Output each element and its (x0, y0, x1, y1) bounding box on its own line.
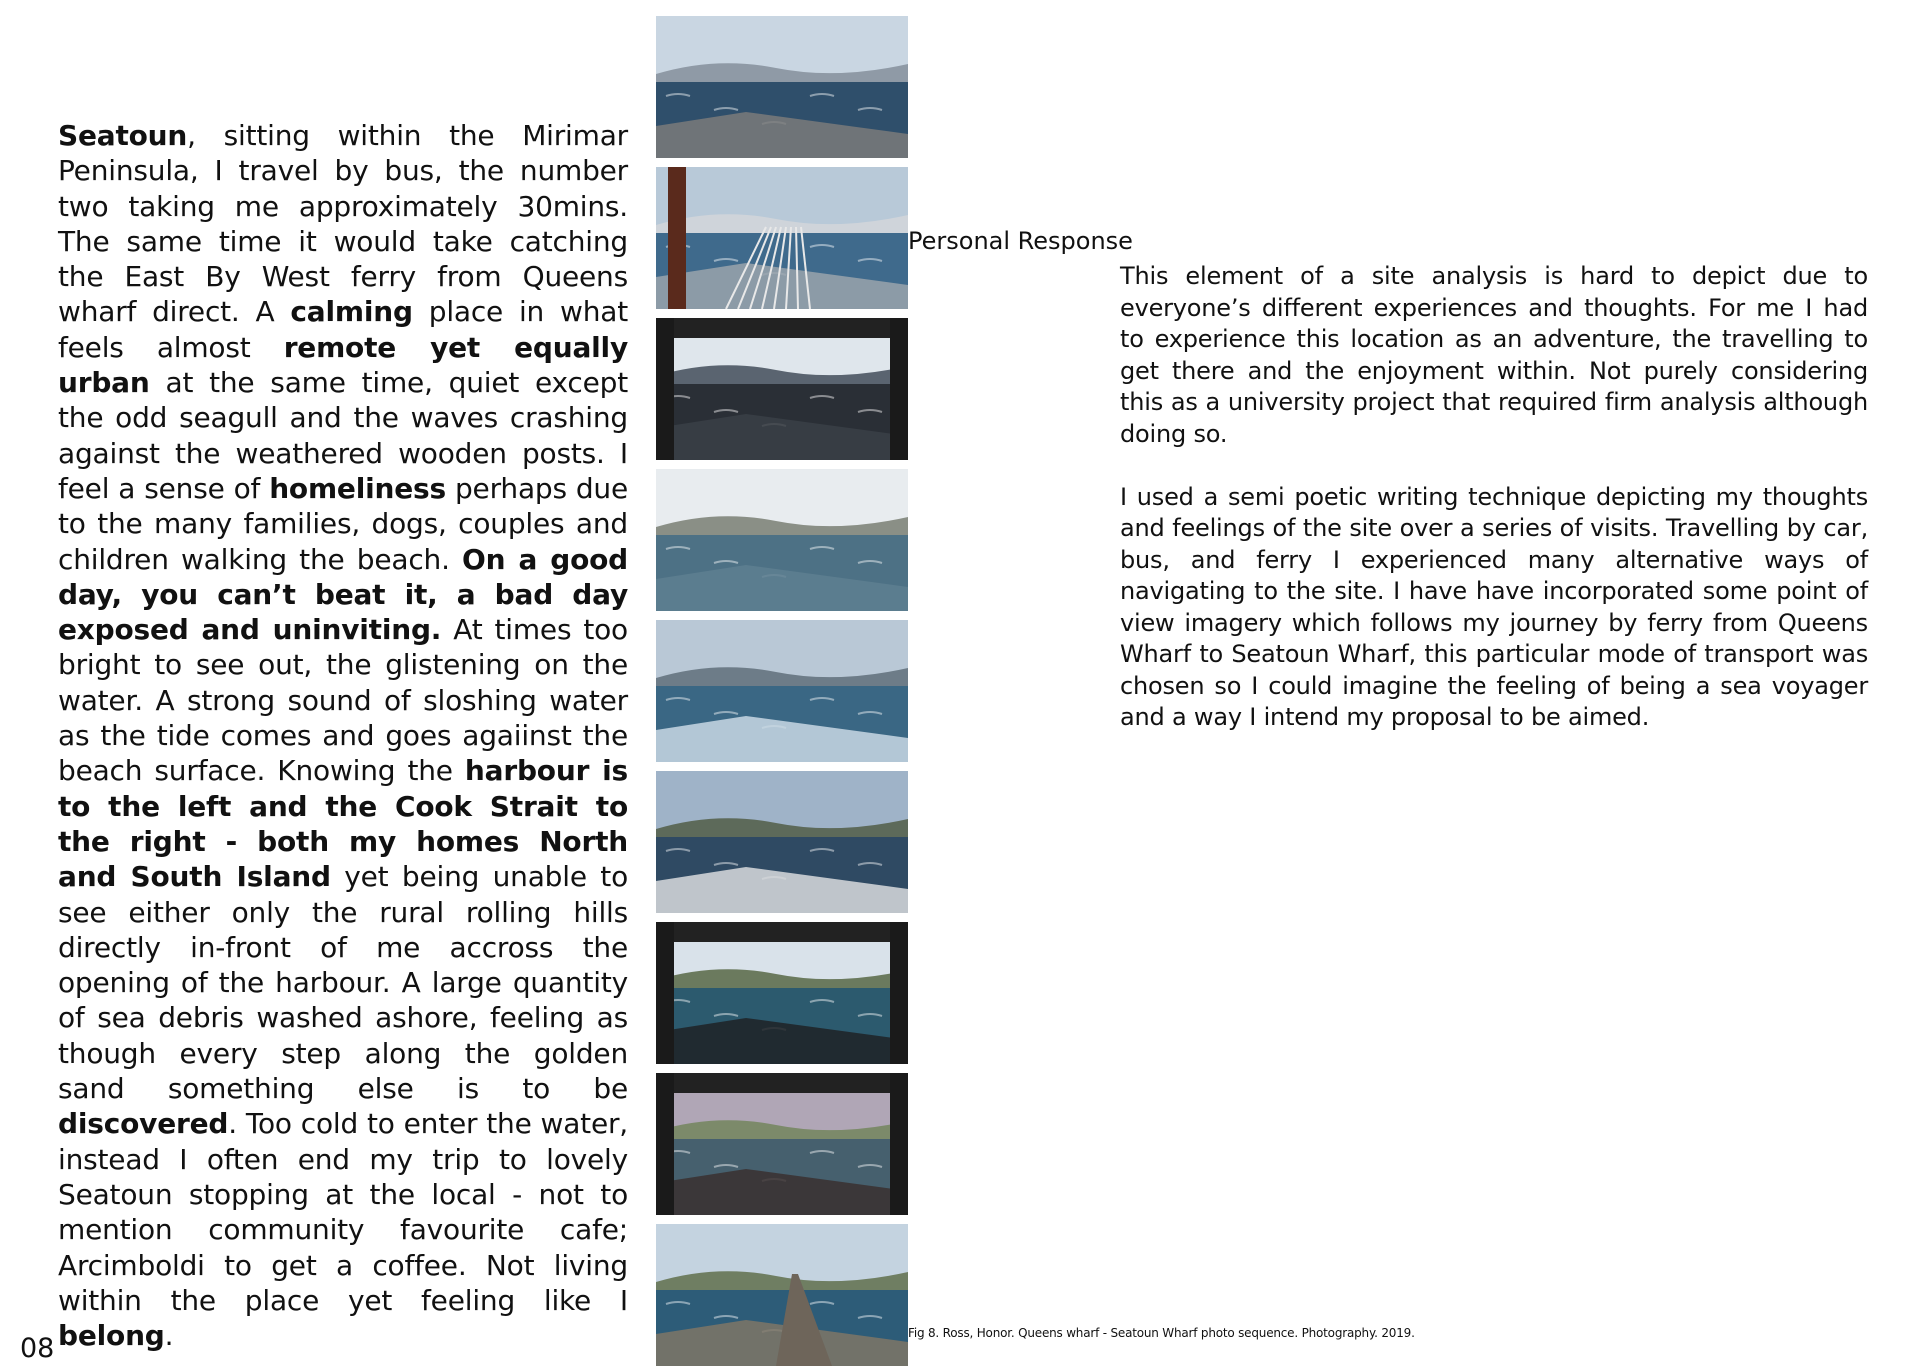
emphasis-seatoun: Seatoun (58, 119, 188, 152)
poem-text: place in what feels almost (58, 295, 628, 364)
poem-text: at the same time, quiet except the odd seagull and the waves crashing against the weathered wooden posts. I feel a sense of (58, 366, 628, 505)
emphasis-remote-urban: remote yet equally urban (58, 330, 628, 400)
poem-text: perhaps due to the many families, dogs, couples and children walking the beach. (58, 471, 628, 576)
harbour-wake-photo (656, 469, 908, 611)
cabin-window-photo (656, 922, 908, 1064)
emphasis-discovered: discovered (58, 1107, 229, 1141)
page-number: 08 (20, 1333, 55, 1364)
personal-response-body (1120, 261, 1868, 765)
poem-text: yet being unable to see either only the rural rolling hills directly in-front of me accross the opening of the harbour. A large quantity of sea debris washed ashore, feeling as though every step along the golden sand something else is to be (58, 860, 628, 1106)
personal-response-title: Personal Response (908, 227, 1133, 255)
poem-text: , sitting within the Mirimar Peninsula, I travel by bus, the number two taking me approximately 30mins. The same time it would take catching the East By West ferry from Queens wharf direct. A (58, 119, 628, 329)
emphasis-good-day: On a good day, you can’t beat it, a bad day exposed and uninviting. (58, 542, 628, 647)
ferry-cabin-photo (656, 318, 908, 460)
emphasis-harbour: harbour is to the left and the Cook Strait to the right - both my homes North and South Island (58, 754, 629, 894)
stern-wake-photo (656, 620, 908, 762)
emphasis-calming: calming (290, 295, 413, 329)
seatoun-pier-photo (656, 1224, 908, 1366)
emphasis-belong: belong (58, 1319, 165, 1353)
personal-response-paragraph-1: This element of a site analysis is hard to depict due to everyone’s different experiences and thoughts. For me I had to experience this location as an adventure, the travelling to get there and the enjoyment within. Not purely considering this as a university project that required firm analysis although doing so. (1120, 262, 1868, 448)
poem-text: . (164, 1319, 174, 1353)
seatoun-poem-paragraph (58, 118, 628, 1353)
no-smoking-deck-photo (656, 771, 908, 913)
emphasis-homeliness: homeliness (269, 471, 446, 505)
figure-caption: Fig 8. Ross, Honor. Queens wharf - Seatoun Wharf photo sequence. Photography. 2019. (908, 1326, 1415, 1340)
wharf-photo (656, 16, 908, 158)
personal-response-paragraph-2: I used a semi poetic writing technique depicting my thoughts and feelings of the site over a series of visits. Travelling by car, bus, and ferry I experienced many alternative ways of navigating to the site. I have have incorporated some point of view imagery which follows my journey by ferry from Queens Wharf to Seatoun Wharf, this particular mode of transport was chosen so I could imagine the feeling of being a sea voyager and a way I intend my proposal to be aimed. (1120, 482, 1868, 731)
gangway-photo (656, 167, 908, 309)
poem-text: At times too bright to see out, the glistening on the water. A strong sound of sloshing water as the tide comes and goes agaiinst the beach surface. Knowing the (58, 613, 628, 788)
wheelhouse-photo (656, 1073, 908, 1215)
poem-text: . Too cold to enter the water, instead I often end my trip to lovely Seatoun stopping at the local - not to mention community favourite cafe; Arcimboldi to get a coffee. Not living within the place yet feeling like I (58, 1107, 628, 1317)
